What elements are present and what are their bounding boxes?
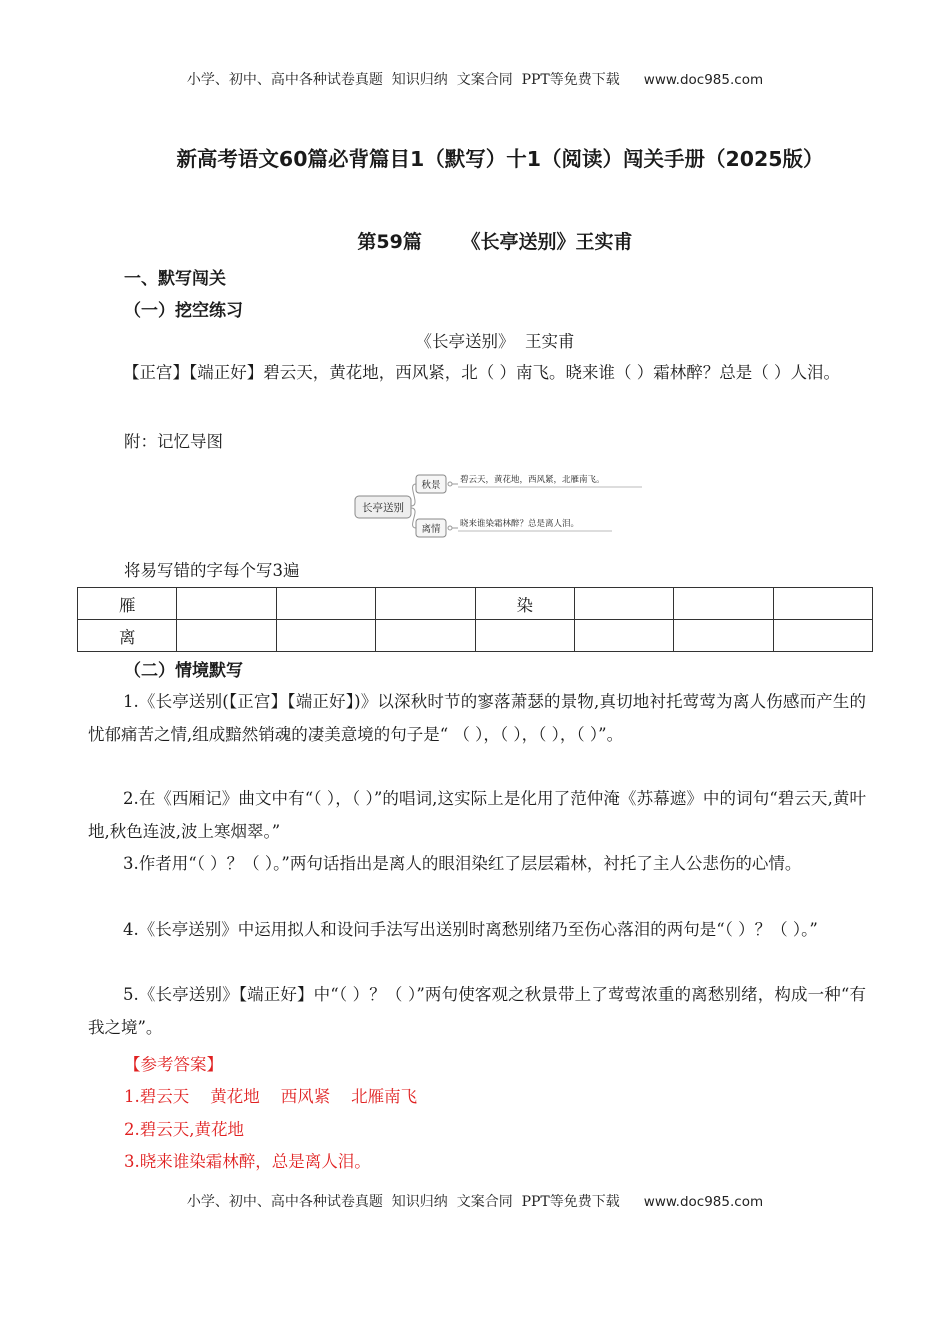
page-header	[0, 69, 950, 89]
section-heading-dictation: 一、默写闯关	[124, 269, 226, 289]
practice-char: 染	[475, 588, 574, 620]
practice-cell[interactable]	[674, 620, 773, 652]
practice-cell[interactable]	[674, 588, 773, 620]
mindmap-center-label: 长亭送别	[362, 502, 404, 514]
practice-cell[interactable]	[276, 620, 375, 652]
question-3: 3.作者用“（ ）？（ ）。”两句话指出是离人的眼泪染红了层层霜林，衬托了主人公悲伤的心情。	[123, 854, 802, 873]
practice-cell[interactable]	[376, 588, 475, 620]
question-1: 1.《长亭送别(【正宫】【端正好】)》以深秋时节的寥落萧瑟的景物,真切地衬托莺莺为离人伤感而产生的忧郁痛苦之情,组成黯然销魂的凄美意境的句子是“ （ ），（ ），（ ），（ ）”。	[88, 692, 866, 744]
answer-3: 3.晓来谁染霜林醉，总是离人泪。	[124, 1152, 371, 1171]
chapter-subtitle: 第59篇 《长亭送别》王实甫	[357, 231, 633, 253]
practice-char: 离	[78, 620, 177, 652]
subsection-heading-fill-blank: （一）挖空练习	[124, 301, 243, 321]
practice-cell[interactable]	[773, 588, 872, 620]
practice-note: 将易写错的字每个写3遍	[124, 561, 300, 580]
svg-text:碧云天，黄花地，西风紧，北雁南飞。: 碧云天，黄花地，西风紧，北雁南飞。	[460, 475, 605, 485]
mindmap-branch-autumn	[416, 474, 642, 493]
practice-cell[interactable]	[475, 620, 574, 652]
practice-cell[interactable]	[276, 588, 375, 620]
answer-2: 2.碧云天,黄花地	[124, 1120, 244, 1139]
practice-cell[interactable]	[773, 620, 872, 652]
poem-body-blank: 【正宫】【端正好】碧云天，黄花地，西风紧，北（ ）南飞。晓来谁（ ）霜林醉？总是（ ）人泪。	[123, 363, 840, 382]
practice-cell[interactable]	[376, 620, 475, 652]
practice-cell[interactable]	[574, 620, 673, 652]
table-row	[78, 588, 873, 620]
page-footer	[0, 1191, 950, 1211]
practice-char: 雁	[78, 588, 177, 620]
practice-cell[interactable]	[177, 588, 276, 620]
question-5: 5.《长亭送别》【端正好】中“（ ）？（ ）”两句使客观之秋景带上了莺莺浓重的离愁别绪，构成一种“有我之境”。	[88, 985, 866, 1037]
header-text: 小学、初中、高中各种试卷真题 知识归纳 文案合同 PPT等免费下载	[186, 72, 620, 88]
memory-mind-map	[350, 460, 650, 542]
question-2: 2.在《西厢记》曲文中有“（ ），（ ）”的唱词,这实际上是化用了范仲淹《苏幕遮》中的词句“碧云天,黄叶地,秋色连波,波上寒烟翠。”	[88, 789, 866, 841]
table-row	[78, 620, 873, 652]
practice-cell[interactable]	[177, 620, 276, 652]
footer-text: 小学、初中、高中各种试卷真题 知识归纳 文案合同 PPT等免费下载	[186, 1194, 620, 1210]
practice-cell[interactable]	[574, 588, 673, 620]
header-url[interactable]: www.doc985.com	[643, 72, 764, 88]
subsection-heading-context: （二）情境默写	[124, 661, 243, 681]
question-4: 4.《长亭送别》中运用拟人和设问手法写出送别时离愁别绪乃至伤心落泪的两句是“（ ）？（ ）。”	[123, 920, 818, 939]
document-title: 新高考语文60篇必背篇目1（默写）十1（阅读）闯关手册（2025版）	[176, 147, 824, 171]
poem-title: 《长亭送别》 王实甫	[415, 332, 575, 351]
answer-1: 1.碧云天 黄花地 西风紧 北雁南飞	[124, 1087, 418, 1106]
mindmap-branch-parting	[416, 518, 612, 537]
answer-heading: 【参考答案】	[124, 1055, 223, 1074]
svg-text:秋景: 秋景	[421, 480, 441, 491]
practice-table	[77, 587, 873, 652]
appendix-label: 附：记忆导图	[124, 432, 223, 451]
mindmap-center-node	[355, 496, 411, 518]
footer-url[interactable]: www.doc985.com	[643, 1194, 764, 1210]
svg-text:离情: 离情	[421, 524, 441, 535]
svg-text:晓来谁染霜林醉？总是离人泪。: 晓来谁染霜林醉？总是离人泪。	[460, 519, 580, 529]
